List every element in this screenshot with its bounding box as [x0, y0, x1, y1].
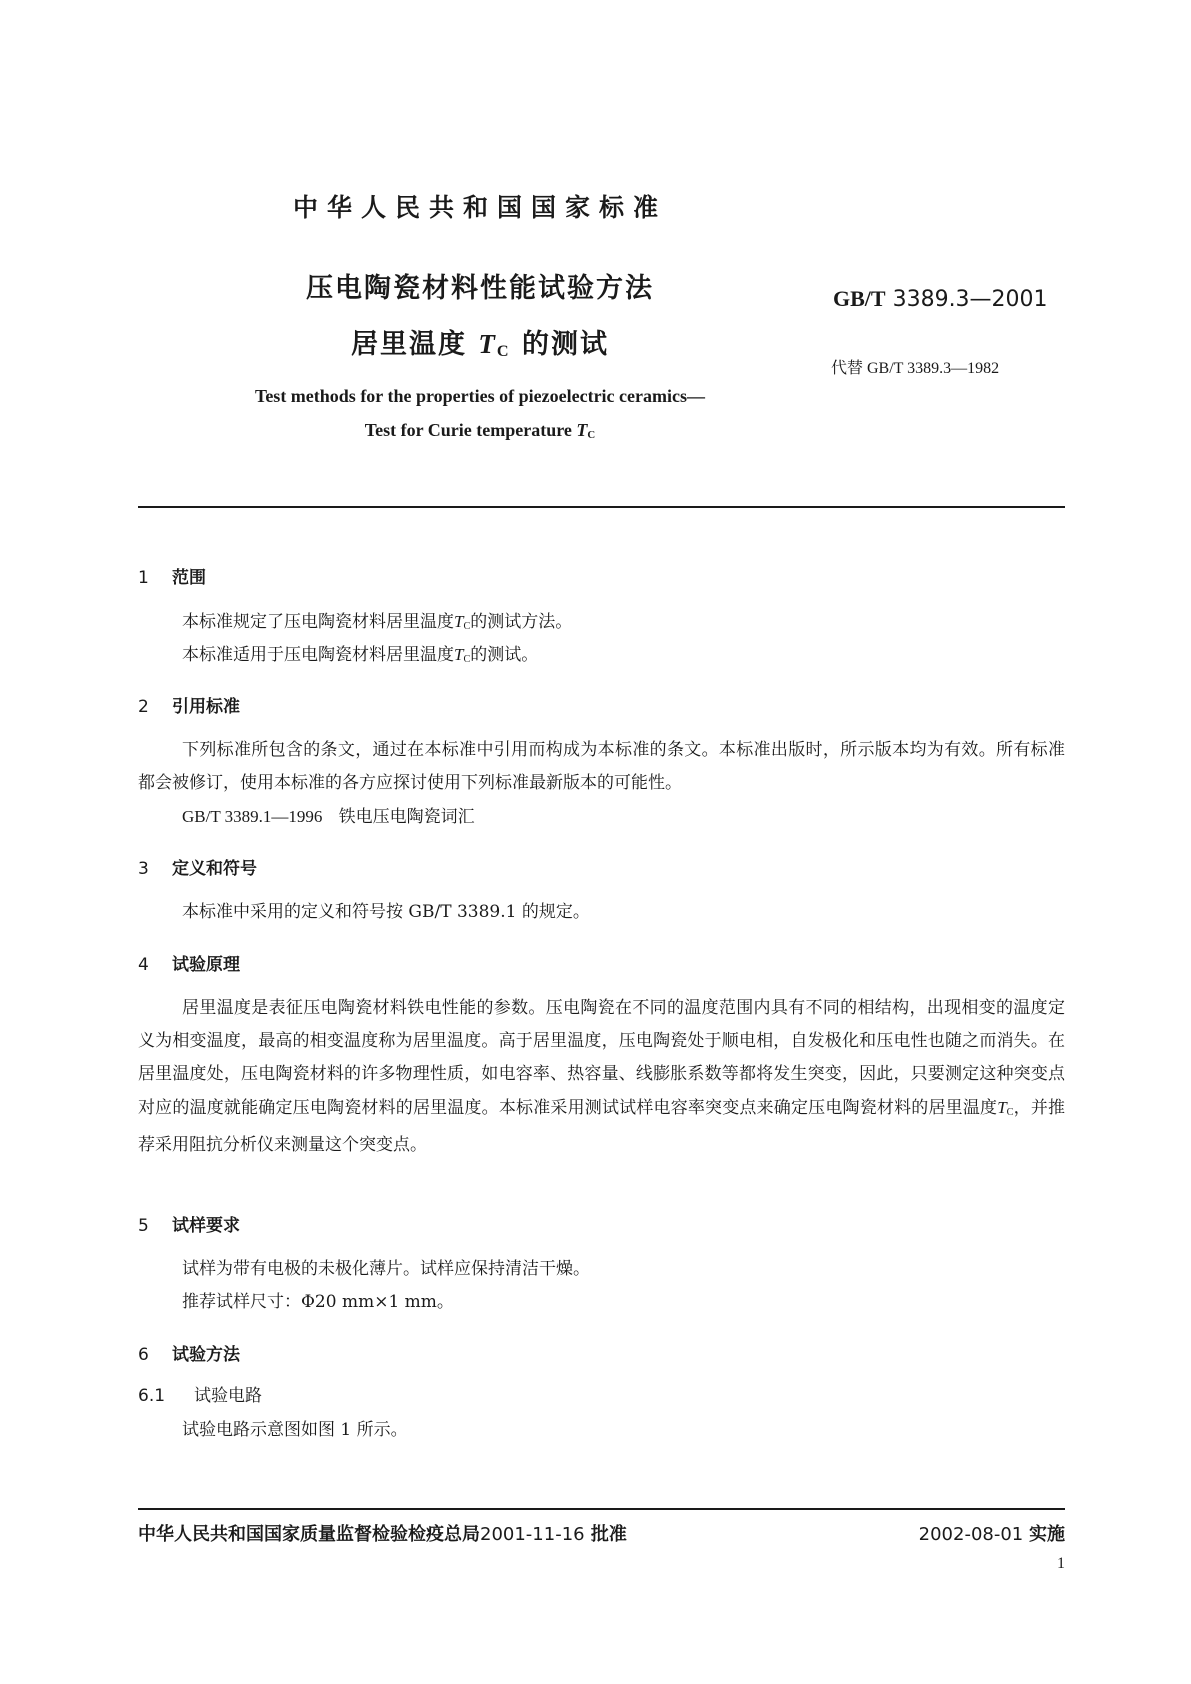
- title-line-2-suffix: 的测试: [522, 329, 609, 360]
- page-number: 1: [1057, 1555, 1065, 1572]
- section-1-heading: 1 范围: [138, 568, 206, 588]
- section-1-paragraph-2: 本标准适用于压电陶瓷材料居里温度$T_C$的测试。: [182, 645, 539, 666]
- header-divider: [138, 506, 1065, 508]
- section-6-heading: 6 试验方法: [138, 1345, 240, 1365]
- section-2-heading: 2 引用标准: [138, 697, 240, 717]
- curie-symbol: $T_C$: [478, 329, 511, 361]
- reference-title: 铁电压电陶瓷词汇: [338, 807, 475, 827]
- footer-effective: [919, 1520, 1065, 1546]
- title-line-2-prefix: 居里温度: [350, 329, 467, 360]
- footer-divider: [138, 1508, 1065, 1510]
- national-standard-title: 中华人民共和国国家标准: [292, 193, 667, 222]
- subsection-6-1-heading: 6.1 试验电路: [138, 1386, 262, 1406]
- standard-prefix: GB/T: [833, 286, 886, 311]
- normative-reference: [182, 800, 475, 834]
- issuer-name: 中华人民共和国国家质量监督检验检疫总局: [138, 1524, 480, 1545]
- effective-label: 实施: [1029, 1524, 1065, 1545]
- section-3-heading: 3 定义和符号: [138, 859, 257, 879]
- section-2-paragraph: 下列标准所包含的条文，通过在本标准中引用而构成为本标准的条文。本标准出版时，所示版本均为有效。所有标准都会被修订，使用本标准的各方应探讨使用下列标准最新版本的可能性。: [138, 740, 1065, 793]
- document-title-line-2: [0, 322, 960, 361]
- section-5-paragraph-1: 试样为带有电极的未极化薄片。试样应保持清洁干燥。: [182, 1259, 590, 1279]
- english-title-line-1: Test methods for the properties of piezoelectric ceramics—: [254, 386, 706, 406]
- section-4-paragraph: 居里温度是表征压电陶瓷材料铁电性能的参数。压电陶瓷在不同的温度范围内具有不同的相结构，出现相变的温度定义为相变温度，最高的相变温度称为居里温度。高于居里温度，压电陶瓷处于顺电相，自发极化和压电性也随之而消失。在居里温度处，压电陶瓷材料的许多物理性质，如电容率、热容量、线膨胀系数等都将发生突变，因此，只要测定这种突变点对应的温度就能确定压电陶瓷材料的居里温度。本标准采用测试试样电容率突变点来确定压电陶瓷材料的居里温度$T_C$，并推荐采用阻抗分析仪来测量这个突变点。: [138, 998, 1066, 1156]
- reference-code: GB/T 3389.1—1996: [182, 807, 323, 826]
- section-5-paragraph-2: 推荐试样尺寸：Φ20 mm×1 mm。: [182, 1292, 454, 1312]
- approved-date: 2001-11-16: [480, 1524, 585, 1545]
- subsection-6-1-paragraph: 试验电路示意图如图 1 所示。: [182, 1420, 408, 1440]
- document-title-line-1: 压电陶瓷材料性能试验方法: [306, 273, 654, 304]
- effective-date: 2002-08-01: [918, 1524, 1024, 1545]
- english-title-line-2: [0, 420, 960, 441]
- english-title-line-2-prefix: Test for Curie temperature: [364, 420, 572, 440]
- standard-number: [833, 286, 1048, 312]
- section-5-heading: 5 试样要求: [138, 1216, 240, 1236]
- curie-symbol-en: $T_C$: [576, 420, 596, 442]
- standard-code: 3389.3—2001: [892, 287, 1048, 312]
- replaces-standard: 代替 GB/T 3389.3—1982: [831, 360, 1000, 377]
- section-1-paragraph-1: 本标准规定了压电陶瓷材料居里温度$T_C$的测试方法。: [182, 612, 573, 633]
- section-4-heading: 4 试验原理: [138, 955, 240, 975]
- footer-issuer: [138, 1520, 627, 1546]
- section-3-paragraph: 本标准中采用的定义和符号按 GB/T 3389.1 的规定。: [182, 902, 590, 922]
- approved-label: 批准: [590, 1524, 627, 1545]
